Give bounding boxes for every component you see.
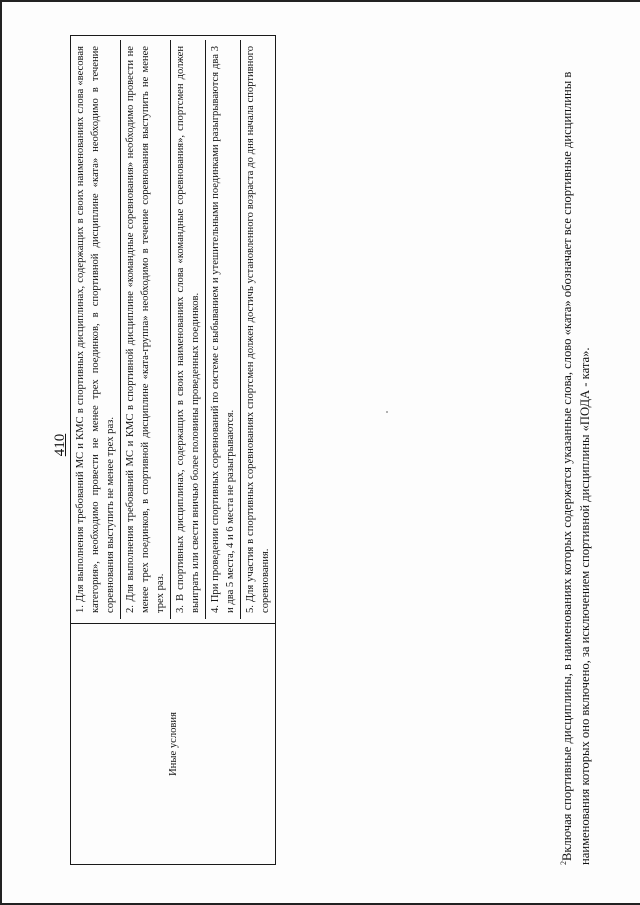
condition-item: 5. Для участия в спортивных соревнованиях спортсмен должен достичь установленного возраста до дня начала спортивного соревнования. xyxy=(245,46,271,613)
condition-item: 4. При проведении спортивных соревнований по системе с выбыванием и утешительными поединками разыгрываются два 3 и два 5 места, 4 и 6 места не разыгрываются. xyxy=(206,40,241,619)
scan-speck xyxy=(386,411,388,413)
table-row xyxy=(71,36,276,865)
footnote xyxy=(555,35,594,865)
conditions-cell xyxy=(71,36,276,624)
requirements-table xyxy=(70,35,276,865)
condition-item: 2. Для выполнения требований МС и КМС в спортивной дисциплине «командные соревнования» необходимо провести не менее трех поединков, в спортивной дисциплине «ката-группа» необходимо в течение соревнования выступить не менее трех раз. xyxy=(121,40,171,619)
condition-item: 3. В спортивных дисциплинах, содержащих в своих наименованиях слова «командные соревнования», спортсмен должен выиграть или свести вничью более половины проведенных поединков. xyxy=(171,40,206,619)
condition-item: 1. Для выполнения требований МС и КМС в спортивных дисциплинах, содержащих в своих наименованиях слова «весовая категория», необходимо провести не менее трех поединков, в спортивной дисциплине «ката» необходимо в течение соревнования выступить не менее трех раз. xyxy=(71,40,121,619)
page-number: 410 xyxy=(52,433,68,457)
footnote-marker: 2 xyxy=(559,861,568,865)
row-label: Иные условия xyxy=(71,624,276,865)
footnote-text: Включая спортивные дисциплины, в наименованиях которых содержатся указанные слова, слово «ката» обозначает все спортивные дисциплины в наименования которых оно включено, за исключением спортивной дисциплины «ПОДА - ката». xyxy=(560,71,593,865)
